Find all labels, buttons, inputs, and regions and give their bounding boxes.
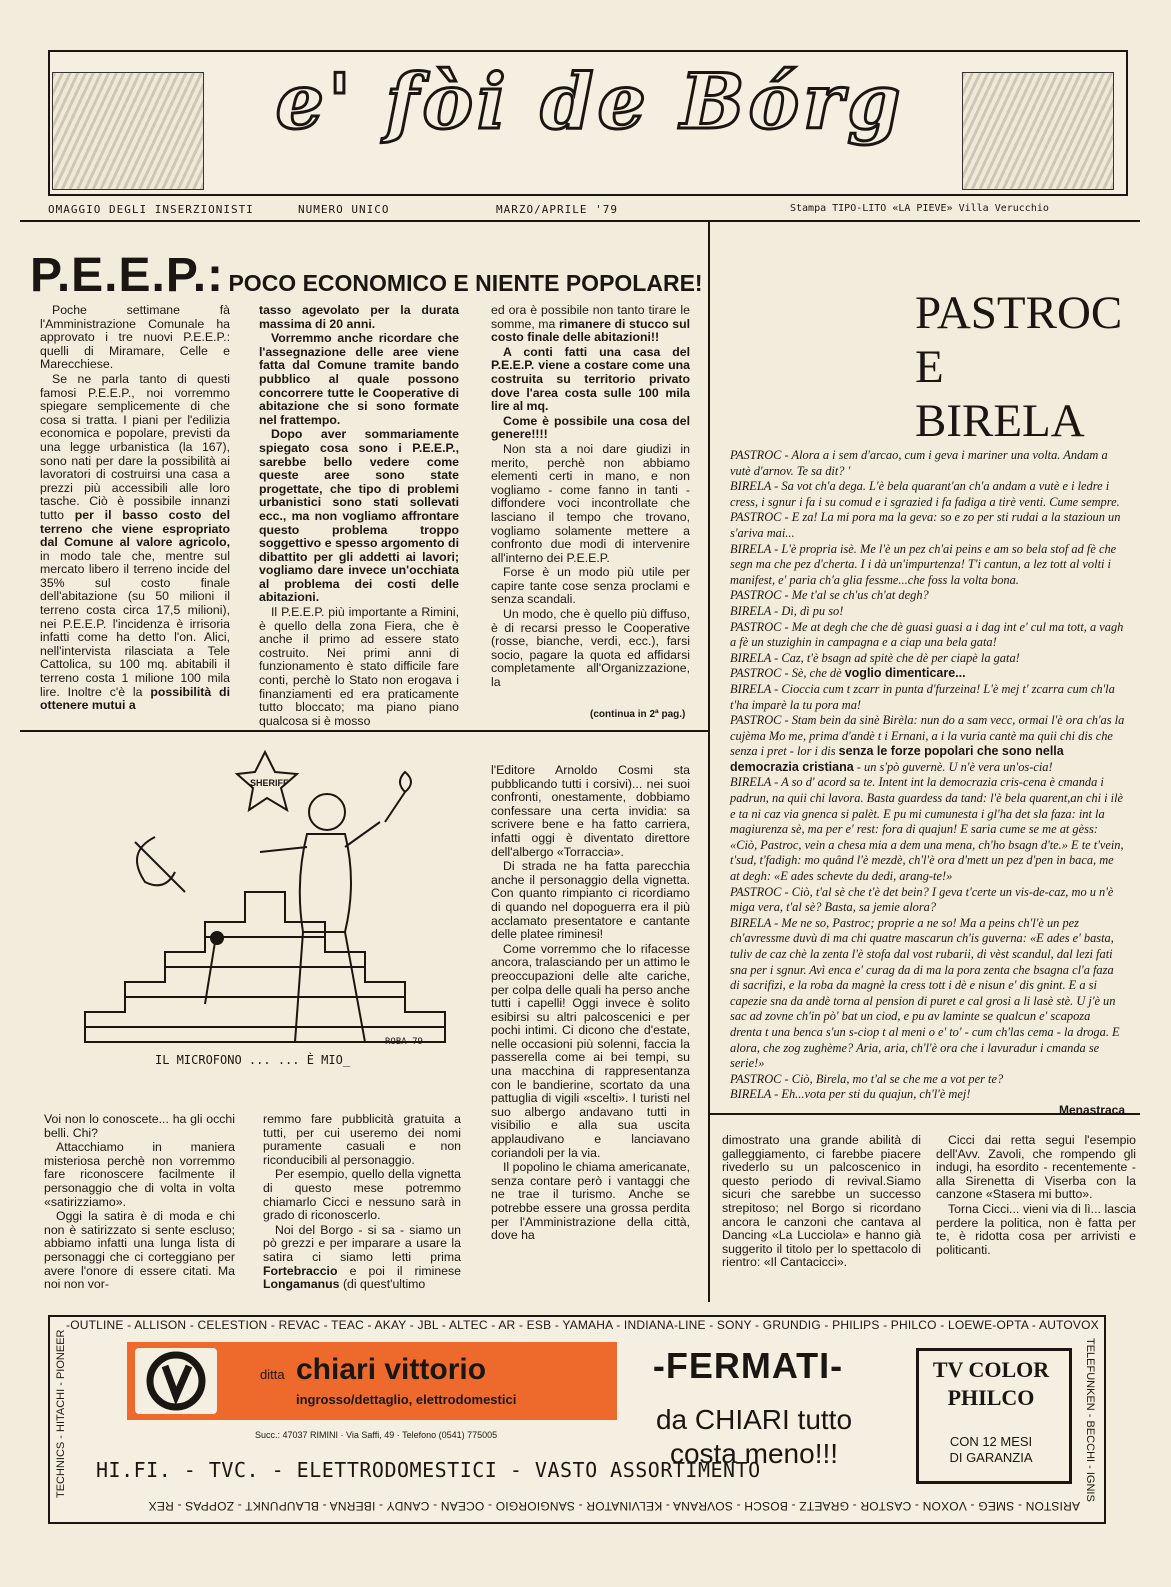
satira-paragraph: Noi del Borgo - si sa - siamo un pò grezzi e per imparare a usare la satira ci siamo letti prima Fortebraccio e poi il riminese Longamanus (di quest'ultimo [263, 1222, 462, 1292]
subline-numero: NUMERO UNICO [298, 203, 390, 216]
flower-drawing [385, 772, 411, 822]
peep-column-1 [40, 304, 230, 714]
pastroc-signature: Menastraca [1058, 1102, 1125, 1117]
hammer-sickle-drawing [135, 837, 185, 892]
ad-address: Succ.: 47037 RIMINI · Via Saffi, 49 · Telefono (0541) 775005 [255, 1430, 498, 1440]
microphone-drawing [205, 942, 215, 1004]
dialogue-line: PASTROC - E za! La mi pora ma la geva: so e zo per sti rudai a la stazioun un s'ariva mai... [730, 510, 1121, 540]
peep-paragraph: A conti fatti una casa del P.E.E.P. viene a costare come una costruita su territorio privato dove l'area costa sulle 100 mila lire al mq. [491, 344, 690, 414]
peep-bottom-divider [20, 730, 708, 732]
dialogue-line: BIRELA - Dì, dì pu so! [730, 603, 844, 618]
satira-paragraph: remmo fare pubblicità gratuita a tutti, per cui useremo dei nomi puramente casuali e non riconducibili al personaggio. [263, 1112, 461, 1167]
satira-column-2 [263, 1113, 461, 1293]
ad-brands-right: TELEFUNKEN - BECCHI - IGNIS [1084, 1338, 1096, 1502]
satira-column-3 [491, 764, 690, 1244]
microphone-head [211, 932, 223, 944]
dialogue-line: BIRELA - A so d' acord sa te. Intent int la democrazia cris-cena è cmanda i padrun, na quii chi lavora. Basta guardess da tand: l'è bela quarent,an chi i ilè e ta ni caz via gnenca si palèt. E pu mi cumunesta i gl'ha det sla faza: int la magiurenza sè, ma per e' rest: fora di quajun! E saria cume se me at gèss: «Ciò, Pastroc, vein a chesa mia a dem una mena, ch'ho bsagn d'te.» E te t'vein, t'sud, t'fadigh: mo quând l'è mezdè, ch'l'è ora d'mett un pez d'pen in baca, me at degh: «E ades schevte du dedi, arang-te!» [730, 775, 1124, 884]
satira-paragraph: Cicci dai retta segui l'esempio dell'Avv. Zavoli, che rompendo gli indugi, ha esordito - recentemente - alla Sirenetta di Viserba con la canzone «Stasera mi butto». [936, 1133, 1136, 1202]
peep-headline-acronym: P.E.E.P.: [30, 249, 225, 302]
peep-paragraph: Forse è un modo più utile per capire tante cose senza proclami e senza scandali. [491, 565, 690, 607]
dialogue-line: PASTROC - Ciò, t'al sè che t'è det bein? I geva t'certe un vis-de-caz, mo u n'è miga vera, t'al sè? Basta, sa jemie alora? [730, 884, 1114, 915]
peep-paragraph: Dopo aver sommariamente spiegato cosa sono i P.E.E.P., sarebbe bello vedere come queste aree sono state progettate, che tipo di problemi urbanistici sono stati sollevati ecc., ma non vogliamo affrontare questo problema troppo soggettivo e spesso argomento di dibattito per gli addetti ai lavori; vogliamo dare invece un'occhiata al problema dei costi delle abitazioni. [259, 427, 459, 605]
dialogue-line: BIRELA - Eh...vota per sti du quajun, ch'l'è mej! [730, 1087, 971, 1102]
pastroc-dialogue [730, 448, 1125, 1119]
figure-head [309, 794, 345, 830]
ad-brands-bottom: ARISTON - SMEG - VOXON - CASTOR - GRAETZ - BOSCH - SOVRANA - KELVINATOR - SANGIORGIO - OCEAN - CANDY - IBERNA - BLAUPUNKT - ZOPPAS - REX [148, 1499, 1080, 1513]
cartoon-signature: ROBA-79 [385, 1037, 423, 1047]
dialogue-line: PASTROC - Me t'al se ch'us ch'at degh? [730, 588, 929, 603]
ad-slogan: da CHIARI tutto costa meno!!! [655, 1404, 853, 1469]
dialogue-line: BIRELA - Sa vot ch'a dega. L'è bela quarant'an ch'a andam a vutè e i ledre i cress, i sgnur i fa i su comud e i sgrazied i fa fadiga a tirè venti. Cume sempre. [730, 479, 1120, 509]
peep-paragraph: ed ora è possibile non tanto tirare le somme, ma rimanere di stucco sul costo finale delle abitazioni!! [491, 303, 691, 345]
satira-paragraph: Come vorremmo che lo rifacesse ancora, tralasciando per un attimo le preoccupazioni delle alte cariche, per colpa delle quali ha perso anche tutti i capelli! Oggi invece è solito esibirsi su altri palcoscenici e per pochi intimi. Ci dicono che d'estate, nelle occasioni più solenni, faccia la passerella come ai bei tempi, su una macchina di rappresentanza con le bandierine, scortato da una pattuglia di vigili «scelti». I turisti nel suo albergo andavano tutti in visibilio e alla sua uscita applaudivano e lanciavano coriandoli per la via. [491, 941, 690, 1160]
dialogue-line: PASTROC - Ciò, Birela, mo t'al se che me a vot per te? [730, 1071, 1004, 1086]
ad-company-tagline: ingrosso/dettaglio, elettrodomestici [296, 1392, 517, 1407]
peep-paragraph: Se ne parla tanto di questi famosi P.E.E.P., noi vorremmo spiegare semplicemente di che cosa si tratta. I piani per l'edilizia economica e popolare, previsti da una legge urbanistica (la 167), sono nati per dare la possibilità ai lavoratori di costruirsi una casa a prezzi più accessibili alle loro tasche. Ciò è possibile innanzi tutto per il basso costo del terreno che viene espropriato dal Comune al valore agricolo, in modo tale che, mentre sul mercato libero il terreno incide del 35% sul costo finale dell'abitazione (su 50 milioni il terreno costa circa 17,5 milioni), nei P.E.E.P. l'incidenza è irrisoria infatti come ha detto l'on. Alici, nell'intervista rilasciata a Tele Cattolica, su 100 mq. abitabili il terreno costa 1 milione 100 mila lire. Inoltre c'è la possibilità di ottenere mutui a [40, 371, 230, 713]
dialogue-line: PASTROC - Stam bein da sinè Birèla: nun do a sam vecc, ormai l'è ora ch'as la cujèma Mo me, prima d'andè t i Ernani, a i la vuria cantè ma quii chi dis che senza i pret - lor i dis senza le forze popolari che sono nella democrazia cristiana - un s'pò guvernè. U n'è vera un'os-cia! [730, 713, 1125, 774]
peep-column-2 [259, 304, 459, 729]
satira-paragraph: l'Editore Arnoldo Cosmi sta pubblicando tutti i corsivi)... nei suoi confronti, onestamente, dobbiamo confessare una certa invidia: sa scrivere bene e ha fatto carriera, infatti oggi è diventato direttore dell'albergo «Torraccia». [491, 763, 690, 859]
peep-paragraph: Un modo, che è quello più diffuso, è di recarsi presso le Cooperative (rosse, bianche, verdi, ecc.), farsi socio, pagare la quota ed affidarsi completamente all'Organizzazione, la [491, 607, 690, 690]
subline-stampa: Stampa TIPO-LITO «LA PIEVE» Villa Verucchio [790, 203, 1049, 214]
village-street-illustration [962, 72, 1114, 190]
satira-column-4 [722, 1134, 921, 1271]
sheriff-star-label: SHERIFF [250, 778, 289, 788]
company-logo [135, 1348, 217, 1414]
dialogue-line: BIRELA - Cioccia cum t zcarr in punta d'furzeina! L'è mej t' zcarra cum ch'la t'ha imparè la tu pora ma! [730, 681, 1115, 712]
satira-paragraph: Di strada ne ha fatta parecchia anche il personaggio della vignetta. Con quanto rimpianto ci ricordiamo di quando nel dopoguerra era il più acclamato presentatore e cantante delle platee riminesi! [491, 859, 690, 942]
subline-date: MARZO/APRILE '79 [496, 203, 618, 216]
satira-paragraph: Il popolino le chiama americanate, senza contare però i vantaggi che ne trae il turismo. Anche se potrebbe essere una grossa perdita per l'Amministrazione della città, dove ha [491, 1160, 690, 1243]
peep-column-3 [491, 304, 690, 691]
dialogue-line: BIRELA - Me ne so, Pastroc; proprie a ne so! Ma a peins ch'l'è un pez ch'avressme duvù di ma chi quatre mascarun ch'is guverna: «E ades e' basta, tuliv de caz chè la zenta l'è stofa dal vost rubarii, di vèst scandul, dal lezi fati sna per i sgnur. Avì enca e' curag da di ma la pora zenta che bsagna cl'a faza di sacrifizi, e la roba da magnè la cress tott i dè e nisun e' dis gnint. E a si capezie sna da andè torna al pension di puret e cal grosi a li lasè stè. U j'è un sac ad zovne ch'in pò' bat un ciod, e pu av laminte se qualcun e' scapoza drenta t una benca s'un s-ciop t al meni o e' to' - cum ch'las cema - la droga. E alora, che zog zughème? Aria, aria, ch'l'è ora che i lavuradur i cmanda se serie!» [730, 915, 1120, 1071]
ad-tv-heading: TV COLOR PHILCO [932, 1357, 1050, 1410]
figure-body [260, 822, 380, 1042]
shipyard-illustration [52, 72, 204, 190]
pastroc-title: PASTROC E BIRELA [915, 287, 1123, 447]
continua-note: (continua in 2ª pag.) [590, 709, 686, 720]
peep-paragraph: Poche settimane fà l'Amministrazione Comunale ha approvato i tre nuovi P.E.E.P.: quelli di Miramare, Celle e Marecchiese. [40, 303, 230, 372]
ad-product-range: HI.FI. - TVC. - ELETTRODOMESTICI - VASTO ASSORTIMENTO [96, 1458, 761, 1482]
newspaper-title: e' fòi de Bórg [275, 57, 905, 146]
ad-tv-warranty: CON 12 MESI DI GARANZIA [949, 1434, 1033, 1465]
cartoon-caption: IL MICROFONO ... ... È MIO_ [155, 1053, 351, 1067]
top-divider [20, 220, 1140, 222]
satira-column-5 [936, 1134, 1136, 1258]
peep-paragraph: Non sta a noi dare giudizi in merito, perchè non abbiamo elementi certi in mano, e non vogliamo - come fanno in tanti - diffondere voci incontrollate che lasciano il tempo che trovano, vogliamo solamente mettere a confronto due modi di intervenire all'interno dei P.E.E.P. [491, 441, 690, 565]
satira-paragraph: Oggi la satira è di moda e chi non è satirizzato si sente escluso; abbiamo infatti una lunga lista di personaggi che ci corteggiano per avere l'onore di essere citati. Ma noi non vor- [44, 1209, 235, 1292]
peep-paragraph: tasso agevolato per la durata massima di 20 anni. [259, 303, 459, 331]
peep-headline-text: POCO ECONOMICO E NIENTE POPOLARE! [228, 270, 703, 296]
dialogue-line: BIRELA - Caz, t'è bsagn ad spitè che dè per ciapè la gata! [730, 650, 1020, 665]
peep-paragraph: Come è possibile una cosa del genere!!!! [491, 413, 690, 442]
dialogue-line: PASTROC - Alora a i sem d'arcao, cum i geva i mariner una volta. Andam a vutè d'arnov. Te sa dit? ' [730, 448, 1108, 478]
satira-paragraph: dimostrato una grande abilità di galleggiamento, ci farebbe piacere rivederlo su un palcoscenico in questo periodo di revival.Siamo sicuri che sarebbe un successo strepitoso; nel Borgo si ricordano ancora le canzoni che cantava al Dancing «La Lucciola» e hanno già suggerito il titolo per lo spettacolo di rientro: «Il Cantacicci». [722, 1133, 921, 1270]
peep-headline [30, 248, 710, 303]
satira-paragraph: Per esempio, quello della vignetta di questo mese potremmo chiamarlo Cicci e nessuno sarà in grado di riconoscerlo. [263, 1167, 461, 1223]
peep-paragraph: Vorremmo anche ricordare che l'assegnazione delle aree viene fatta dal Comune tramite bando pubblico al quale possono concorrere tutte le Cooperative di abitazione che si sono formate nel frattempo. [259, 331, 459, 427]
ad-brands-left: TECHNICS - HITACHI - PIONEER [55, 1329, 67, 1498]
subline-omaggio: OMAGGIO DEGLI INSERZIONISTI [48, 203, 254, 216]
dialogue-line: PASTROC - Sè, che dè voglio dimenticare... [730, 666, 966, 681]
ad-ditta-label: ditta [260, 1367, 285, 1382]
ad-brands-top: -OUTLINE - ALLISON - CELESTION - REVAC - TEAC - AKAY - JBL - ALTEC - AR - ESB - YAMAHA - INDIANA-LINE - SONY - GRUNDIG - PHILIPS - PHILCO - LOEWE-OPTA - AUTOVOX [66, 1318, 1099, 1332]
ad-fermati: -FERMATI- [652, 1345, 844, 1386]
peep-paragraph: Il P.E.E.P. più importante a Rimini, è quello della zona Fiera, che è anche il primo ad essere stato costruito. Nei primi anni di funzionamento è stato difficile fare conti, perchè lo Stato non erogava i finanziamenti ed era praticamente tutto bloccato; ma piano piano qualcosa si è mosso [259, 605, 459, 728]
dialogue-line: BIRELA - L'è propria isè. Me l'è un pez ch'ai peins e am so bela stof ad fè che segn ma che pez d'cherta. I i dà un'impurtenza! T'i cantun, a lez tott al volti i manifest, e' paria ch'a glia fessme...che foss la volta bona. [730, 541, 1117, 587]
satira-paragraph: Attacchiamo in maniera misteriosa perchè non vorremmo fare riconoscere facilmente il personaggio che di volta in volta «satirizziamo». [44, 1140, 235, 1209]
satire-cartoon [45, 742, 465, 1097]
satira-column-1 [44, 1113, 235, 1293]
satira-paragraph: Voi non lo conoscete... ha gli occhi belli. Chi? [44, 1112, 235, 1140]
satira-paragraph: Torna Cicci... vieni via di lì... lascia perdere la politica, non è fatta per te, è ridotta cosa per arrivisti e politicanti. [936, 1201, 1136, 1257]
column-divider [708, 222, 710, 1302]
ad-company-name: chiari vittorio [296, 1353, 487, 1386]
dialogue-line: PASTROC - Me at degh che che dè guasi guasi a i dag int e' cul ma tott, a vagh a fè un stuzighin in campagna e a ciap una bela gata! [730, 619, 1124, 650]
